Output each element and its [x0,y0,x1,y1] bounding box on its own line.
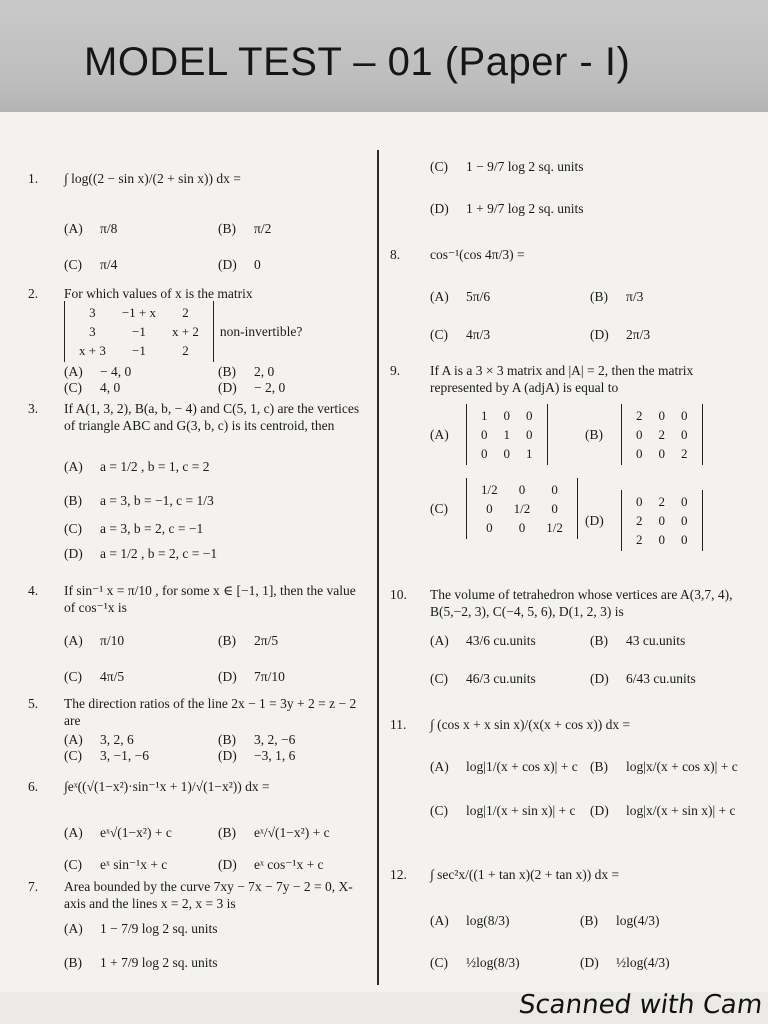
option-c [430,478,578,539]
option-a: (A) − 4, 0 [64,364,132,379]
column-divider [377,150,379,985]
matrix-a-cell: 0 [503,446,510,461]
option-label: (A) [64,732,83,747]
option-label: (C) [64,521,82,536]
option-b: (B) 43 cu.units [590,633,686,648]
option-c: (C) eˣ sin⁻¹x + c [64,857,168,872]
matrix-b-cell: 0 [636,427,643,442]
option-label: (C) [64,669,82,684]
option-label: (C) [430,803,448,818]
option-b: (B) log|x/(x + cos x)| + c [590,759,738,774]
option-d: (D) ½log(4/3) [580,955,670,970]
option-label: (A) [430,633,449,648]
matrix-cell: −1 [132,324,146,339]
matrix-a-cell: 0 [481,446,488,461]
option-c: (C) a = 3, b = 2, c = −1 [64,521,204,536]
matrix-b-cell: 0 [636,446,643,461]
option-a: (A) eˣ√(1−x²) + c [64,825,172,840]
matrix-b-cell: 0 [658,408,665,423]
option-label: (D) [590,671,609,686]
option-b: (B) log(4/3) [580,913,660,928]
option-a: (A) 3, 2, 6 [64,732,134,747]
option-label: (A) [430,427,449,442]
page-title: MODEL TEST – 01 (Paper - I) [84,40,631,84]
matrix-cell: 3 [89,324,96,339]
option-b: (B) 3, 2, −6 [218,732,296,747]
matrix-a-cell: 0 [503,408,510,423]
option-c: (C) 4, 0 [64,380,121,395]
option-label: (A) [64,825,83,840]
option-a [430,404,548,465]
matrix-c-cell: 1/2 [513,501,531,516]
option-label: (D) [218,748,237,763]
option-label: (B) [585,427,603,442]
option-c: (C) 4π/3 [430,327,491,342]
option-label: (B) [218,364,236,379]
matrix-a-cell: 1 [503,427,510,442]
matrix-d-cell: 0 [658,532,665,547]
option-label: (D) [218,257,237,272]
option-label: (D) [585,513,604,528]
option-b: (B) eˣ/√(1−x²) + c [218,825,330,840]
option-a: (A) 1 − 7/9 log 2 sq. units [64,921,218,936]
matrix-d-cell: 2 [658,494,665,509]
option-c: (C) 1 − 9/7 log 2 sq. units [430,159,584,174]
matrix-b-cell: 2 [681,446,688,461]
option-a: (A) 5π/6 [430,289,491,304]
option-label: (D) [590,803,609,818]
option-c: (C) 3, −1, −6 [64,748,149,763]
matrix-b-cell: 0 [658,446,665,461]
option-label: (B) [64,955,82,970]
matrix-cell: 3 [89,305,96,320]
option-label: (A) [64,459,83,474]
option-label: (D) [580,955,599,970]
option-d: (D) 0 [218,257,261,272]
option-c: (C) ½log(8/3) [430,955,520,970]
matrix-c-cell: 0 [518,520,526,535]
option-label: (A) [430,913,449,928]
option-label: (B) [218,221,236,236]
option-d: (D) −3, 1, 6 [218,748,296,763]
matrix-cell: −1 + x [121,305,157,320]
matrix-b-cell: 2 [636,408,643,423]
matrix-c-cell: 0 [486,520,493,535]
option-label: (A) [64,921,83,936]
matrix-d-cell: 0 [681,494,688,509]
option-label: (B) [590,289,608,304]
matrix-a-cell: 1 [526,446,533,461]
option-d: (D) a = 1/2 , b = 2, c = −1 [64,546,218,561]
matrix-a-cell: 0 [481,427,488,442]
option-d: (D) 1 + 9/7 log 2 sq. units [430,201,584,216]
option-b [585,404,703,465]
option-d: (D) 7π/10 [218,669,285,684]
option-label: (C) [430,327,448,342]
option-label: (C) [430,159,448,174]
matrix-b-cell: 2 [658,427,665,442]
option-b: (B) 2π/5 [218,633,279,648]
option-b: (B) a = 3, b = −1, c = 1/3 [64,493,214,508]
option-c: (C) 4π/5 [64,669,125,684]
option-label: (B) [218,633,236,648]
matrix-d-cell: 0 [658,513,665,528]
matrix-cell: x + 3 [79,343,106,358]
option-d: (D) eˣ cos⁻¹x + c [218,857,324,872]
matrix-d-cell: 2 [636,513,643,528]
matrix-b-cell: 0 [681,427,688,442]
option-d: (D) 2π/3 [590,327,651,342]
option-label: (D) [218,380,237,395]
matrix-a-cell: 1 [481,408,488,423]
option-b: (B) 2, 0 [218,364,275,379]
option-d: (D) 6/43 cu.units [590,671,696,686]
option-d: (D) − 2, 0 [218,380,286,395]
option-label: (A) [64,364,83,379]
option-d: (D) log|x/(x + sin x)| + c [590,803,736,818]
option-a: (A) π/8 [64,221,118,236]
matrix-d-cell: 2 [636,532,643,547]
matrix-cell: 2 [182,343,189,358]
matrix-d-cell: 0 [681,532,688,547]
matrix-c-cell: 1/2 [481,482,498,497]
option-a: (A) a = 1/2 , b = 1, c = 2 [64,459,210,474]
option-label: (D) [64,546,83,561]
option-b: (B) π/2 [218,221,272,236]
option-label: (A) [430,759,449,774]
option-label: (D) [590,327,609,342]
option-c: (C) 46/3 cu.units [430,671,536,686]
option-a: (A) π/10 [64,633,125,648]
option-label: (A) [64,221,83,236]
option-label: (B) [580,913,598,928]
option-label: (D) [430,201,449,216]
question-number: 1. [28,171,39,186]
matrix-cell: 2 [182,305,189,320]
scanner-watermark: Scanned with Cam [516,990,765,1020]
option-label: (C) [430,955,448,970]
matrix-c-cell: 0 [551,482,558,497]
matrix-b-cell: 0 [681,408,688,423]
option-c: (C) log|1/(x + sin x)| + c [430,803,576,818]
question-text: ∫ log((2 − sin x)/(2 + sin x)) dx = [64,171,241,186]
option-label: (C) [64,857,82,872]
matrix-c-cell: 0 [551,501,558,516]
option-label: (B) [64,493,82,508]
option-b: (B) 1 + 7/9 log 2 sq. units [64,955,218,970]
option-label: (C) [64,748,82,763]
scanned-page: MODEL TEST – 01 (Paper - I) 1. ∫ log((2 − sin x)/(2 + sin x)) dx = (A) π/8 (B) π/2 (C) π/4 (D) 0 2. For which values of x is the matrix 3 −1 + x 2 3 −1 x + 2 x + 3 −1 2 non-invertible? (A) − 4, 0 (B) 2, 0 (C) 4, 0 (D) − 2, 0 3. If A(1, 3, 2), B(a, b, − 4) and C(5, 1, c) are the vertices of triangle ABC and G(3, b, c) is its centroid, then (A) a = 1/2 , b = 1, c = 2 (B) a = 3, b = −1, c = 1/3 (C) a = 3, b = 2, c = −1 (D) a = 1/2 , b = 2, c = −1 4. If sin⁻¹ x = π/10 , for some x ∈ [−1, 1], then the value of cos⁻¹x is (A) π/10 (B) 2π/5 (C) 4π/5 (D) 7π/10 5. The direction ratios of the line 2x − 1 = 3y + 2 = z − 2 are (A) 3, 2, 6 (B) 3, 2, −6 (C) 3, −1, −6 (D) −3, 1, 6 6. ∫eˣ((√(1−x²)·sin⁻¹x + 1)/√(1−x²)) dx = (A) eˣ√(1−x²) + c (B) eˣ/√(1−x²) + c (C) eˣ sin⁻¹x + c (D) eˣ cos⁻¹x + c 7. Area bounded by the curve 7xy − 7x − 7y − 2 = 0, X-axis and the lines x = 2, x = 3 is (A) 1 − 7/9 log 2 sq. units (B) 1 + 7/9 log 2 sq. units (C) 1 − 9/7 log 2 sq. units (D) 1 + 9/7 log 2 sq. units 8. cos⁻¹(cos 4π/3) = (A) 5π/6 (B) π/3 (C) 4π/3 (D) 2π/3 9. If A is a 3 × 3 matrix and |A| = 2, then the matrix represented by A (adjA) is equal to (A) 1 0 0 0 1 0 0 0 1 (B) 2 0 0 0 2 0 0 0 2 (C) 1/2 0 0 0 1/2 0 0 0 1/2 (D) 0 2 0 2 0 0 2 0 0 10. The volume of tetrahedron whose vertices are A(3,7, 4), B(5,−2, 3), C(−4, 5, 6), D(1, 2, 3) is (A) 43/6 cu.units (B) 43 cu.units (C) 46/3 cu.units (D) 6/43 cu.units 11. ∫ (cos x + x sin x)/(x(x + cos x)) dx = (A) log|1/(x + cos x)| + c (B) log|x/(x + cos x)| + c (C) log|1/(x + sin x)| + c (D) log|x/(x + sin x)| + c 12. ∫ sec²x/((1 + tan x)(2 + tan x)) dx = (A) log(8/3) (B) log(4/3) (C) ½log(8/3) (D) ½log(4/3) Scanned with Cam [0,0,768,1024]
option-a: (A) 43/6 cu.units [430,633,536,648]
option-a: (A) log(8/3) [430,913,510,928]
option-label: (D) [218,669,237,684]
matrix-a-cell: 0 [526,427,533,442]
matrix-a-cell: 0 [526,408,533,423]
matrix-d-cell: 0 [681,513,688,528]
option-label: (A) [64,633,83,648]
matrix-cell: −1 [132,343,146,358]
option-b: (B) π/3 [590,289,644,304]
option-label: (C) [430,501,448,516]
option-label: (A) [430,289,449,304]
option-label: (B) [218,825,236,840]
option-c: (C) π/4 [64,257,118,272]
option-label: (B) [590,633,608,648]
matrix-c-cell: 1/2 [546,520,563,535]
option-label: (B) [590,759,608,774]
matrix-c-cell: 0 [486,501,493,516]
option-a: (A) log|1/(x + cos x)| + c [430,759,578,774]
option-label: (B) [218,732,236,747]
matrix-cell: x + 2 [172,324,199,339]
option-label: (C) [64,257,82,272]
matrix [64,301,214,362]
option-label: (D) [218,857,237,872]
option-label: (C) [64,380,82,395]
matrix-c-cell: 0 [518,482,526,497]
option-d [585,490,703,551]
option-label: (C) [430,671,448,686]
matrix-d-cell: 0 [636,494,643,509]
